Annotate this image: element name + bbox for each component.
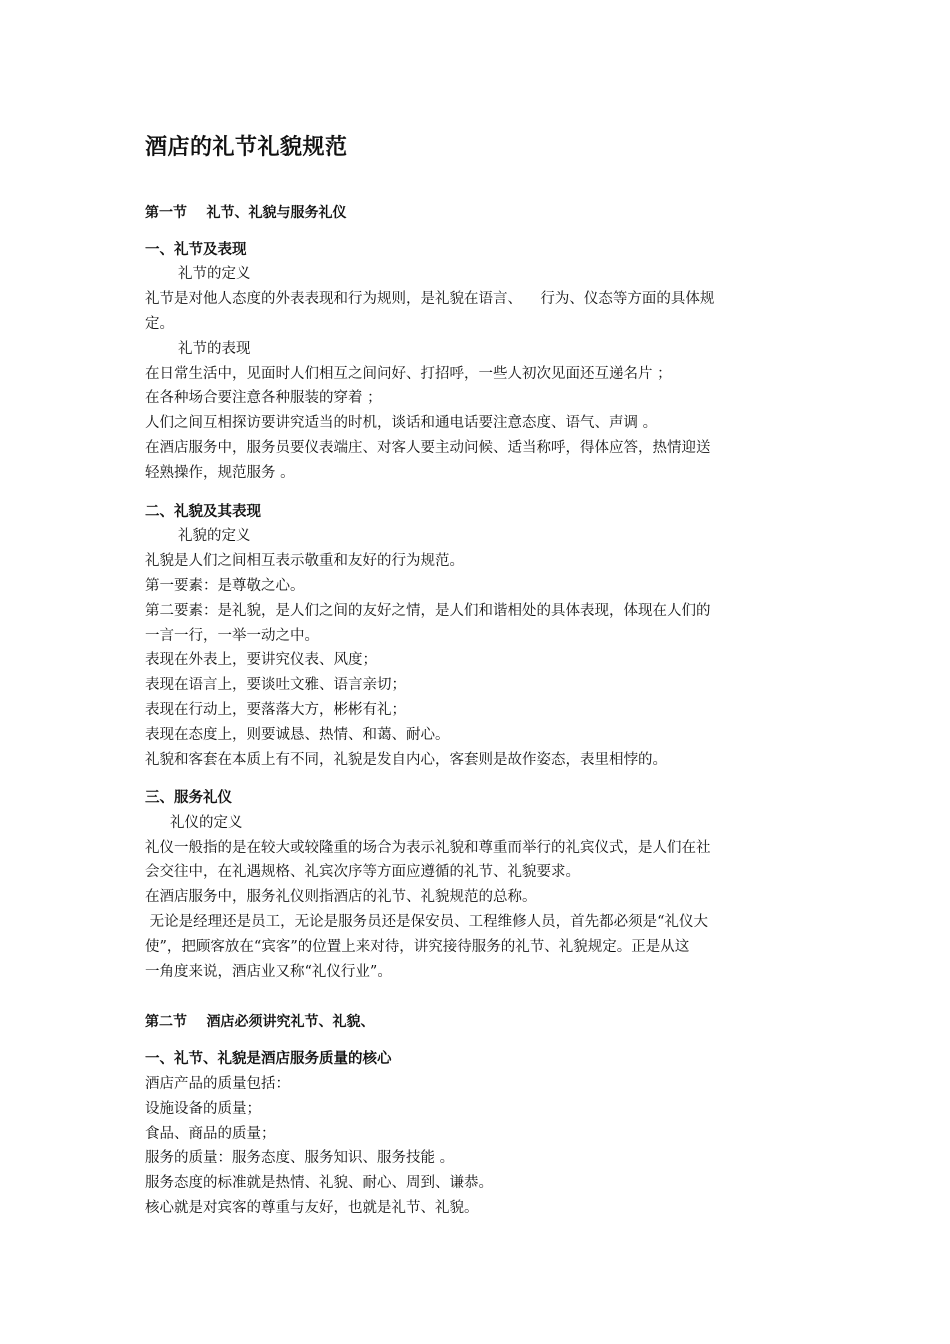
subsection-heading: 一、礼节、礼貌是酒店服务质量的核心 — [145, 1051, 392, 1067]
definition-label: 礼节的定义 — [178, 266, 251, 282]
subsection-heading: 二、礼貌及其表现 — [145, 504, 261, 520]
paragraph-line: 礼貌和客套在本质上有不同，礼貌是发自内心，客套则是故作姿态，表里相悖的。 — [145, 752, 667, 768]
paragraph-line: 表现在态度上，则要诚恳、热情、和蔼、耐心。 — [145, 727, 450, 743]
paragraph-line: 礼仪一般指的是在较大或较隆重的场合为表示礼貌和尊重而举行的礼宾仪式，是人们在社 — [145, 840, 711, 856]
paragraph-line: 礼节是对他人态度的外表表现和行为规则，是礼貌在语言、 行为、仪态等方面的具体规 — [145, 291, 715, 307]
paragraph-line: 第二要素：是礼貌，是人们之间的友好之情，是人们和谐相处的具体表现，体现在人们的 — [145, 603, 711, 619]
section-heading: 第一节 礼节、礼貌与服务礼仪 — [145, 205, 347, 221]
paragraph-line: 礼貌是人们之间相互表示敬重和友好的行为规范。 — [145, 553, 464, 569]
subsection-heading: 一、礼节及表现 — [145, 242, 247, 258]
paragraph-line: 服务态度的标准就是热情、礼貌、耐心、周到、谦恭。 — [145, 1175, 493, 1191]
paragraph-line: 食品、商品的质量； — [145, 1126, 276, 1142]
paragraph-line: 核心就是对宾客的尊重与友好，也就是礼节、礼貌。 — [145, 1200, 479, 1216]
definition-label: 礼貌的定义 — [178, 528, 251, 544]
document-title: 酒店的礼节礼貌规范 — [145, 135, 348, 160]
paragraph-line: 表现在语言上，要谈吐文雅、语言亲切； — [145, 677, 406, 693]
paragraph-line: 人们之间互相探访要讲究适当的时机，谈话和通电话要注意态度、语气、声调 。 — [145, 415, 658, 431]
paragraph-line: 表现在外表上，要讲究仪表、风度； — [145, 652, 377, 668]
paragraph-line: 在酒店服务中，服务礼仪则指酒店的礼节、礼貌规范的总称。 — [145, 889, 537, 905]
paragraph-line: 设施设备的质量； — [145, 1101, 261, 1117]
paragraph-line: 会交往中，在礼遇规格、礼宾次序等方面应遵循的礼节、礼貌要求。 — [145, 864, 580, 880]
paragraph-line: 定。 — [145, 316, 174, 332]
subsection-heading: 三、服务礼仪 — [145, 790, 232, 806]
paragraph-line: 一角度来说，酒店业又称“礼仪行业”。 — [145, 964, 392, 980]
paragraph-line: 第一要素：是尊敬之心。 — [145, 578, 305, 594]
definition-label: 礼节的表现 — [178, 341, 251, 357]
paragraph-line: 一言一行，一举一动之中。 — [145, 628, 319, 644]
paragraph-line: 无论是经理还是员工，无论是服务员还是保安员、工程维修人员，首先都必须是“礼仪大 — [145, 914, 709, 930]
paragraph-line: 酒店产品的质量包括： — [145, 1076, 290, 1092]
paragraph-line: 表现在行动上，要落落大方，彬彬有礼； — [145, 702, 406, 718]
paragraph-line: 轻熟操作，规范服务 。 — [145, 465, 295, 481]
paragraph-line: 使”，把顾客放在“宾客”的位置上来对待，讲究接待服务的礼节、礼貌规定。正是从这 — [145, 939, 690, 955]
paragraph-line: 在日常生活中，见面时人们相互之间问好、打招呼，一些人初次见面还互递名片 ； — [145, 366, 672, 382]
paragraph-line: 在酒店服务中，服务员要仪表端庄、对客人要主动问候、适当称呼，得体应答，热情迎送 — [145, 440, 711, 456]
paragraph-line: 服务的质量：服务态度、服务知识、服务技能 。 — [145, 1150, 455, 1166]
definition-label: 礼仪的定义 — [170, 815, 243, 831]
section-heading: 第二节 酒店必须讲究礼节、礼貌、 — [145, 1014, 375, 1030]
paragraph-line: 在各种场合要注意各种服装的穿着 ； — [145, 390, 382, 406]
